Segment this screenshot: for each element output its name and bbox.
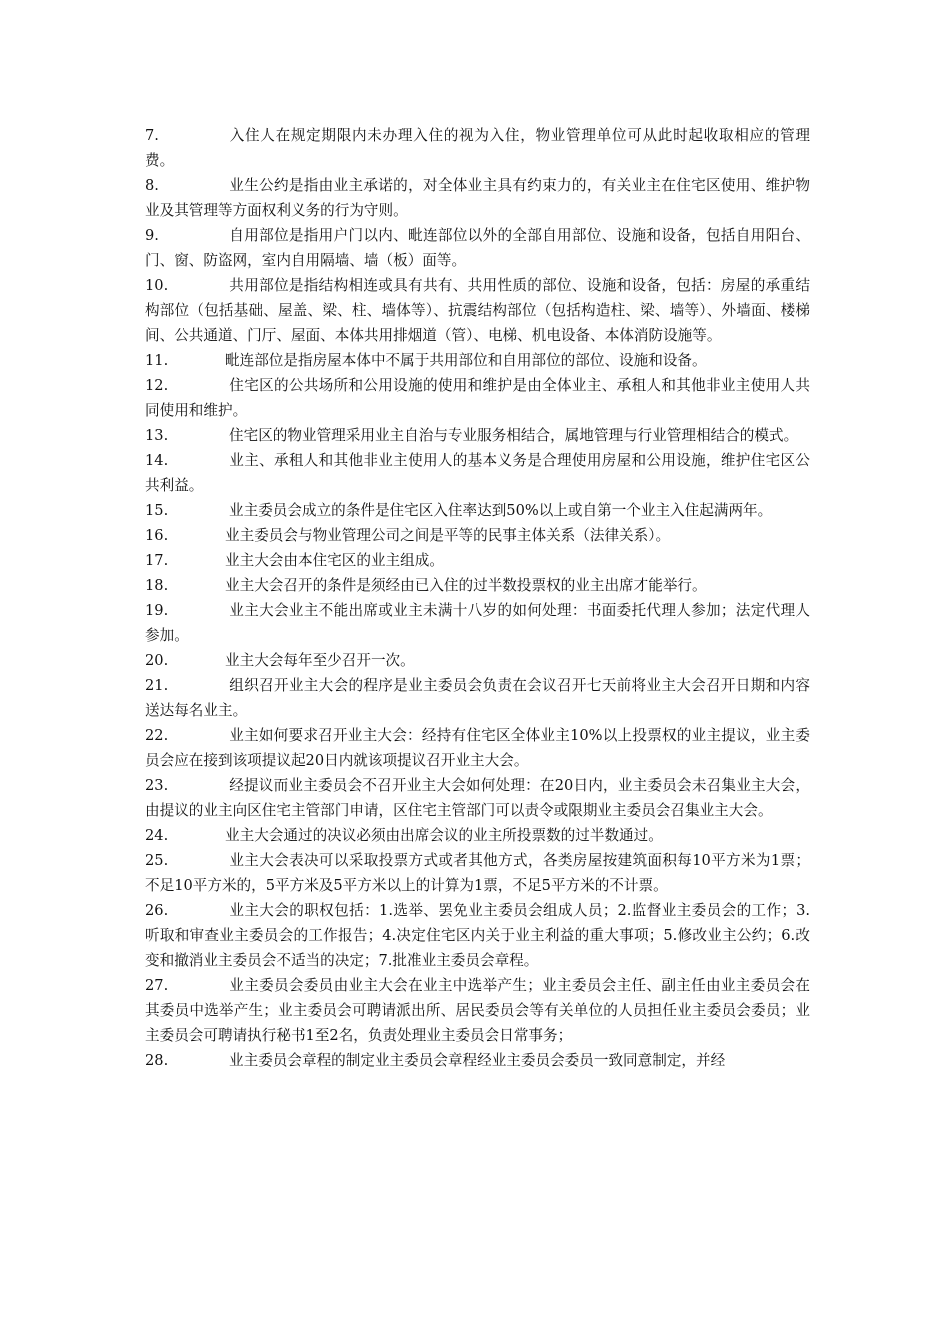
item-number: 27.	[145, 977, 169, 994]
list-item	[145, 973, 810, 1048]
item-text: 业主大会业主不能出席或业主未满十八岁的如何处理：书面委托代理人参加；法定代理人参加。	[145, 602, 810, 644]
item-number: 15.	[145, 502, 169, 519]
item-number: 11.	[145, 352, 169, 369]
item-text: 共用部位是指结构相连或具有共有、共用性质的部位、设施和设备，包括：房屋的承重结构部位（包括基础、屋盖、梁、柱、墙体等）、抗震结构部位（包括构造柱、梁、墙等）、外墙面、楼梯间、公共通道、门厅、屋面、本体共用排烟道（管）、电梯、机电设备、本体消防设施等。	[145, 277, 810, 344]
item-text: 经提议而业主委员会不召开业主大会如何处理：在20日内，业主委员会未召集业主大会，由提议的业主向区住宅主管部门申请，区住宅主管部门可以责令或限期业主委员会召集业主大会。	[145, 777, 810, 819]
item-number: 21.	[145, 677, 169, 694]
list-item	[145, 723, 810, 773]
list-item	[145, 598, 810, 648]
item-text: 业主大会由本住宅区的业主组成。	[225, 552, 444, 569]
list-item	[145, 273, 810, 348]
list-item	[145, 373, 810, 423]
item-text: 自用部位是指用户门以内、毗连部位以外的全部自用部位、设施和设备，包括自用阳台、门、窗、防盗网，室内自用隔墙、墙（板）面等。	[145, 227, 810, 269]
item-number: 20.	[145, 652, 169, 669]
item-text: 入住人在规定期限内未办理入住的视为入住，物业管理单位可从此时起收取相应的管理费。	[145, 127, 810, 169]
document-body	[145, 123, 810, 1073]
list-item	[145, 423, 810, 448]
list-item	[145, 773, 810, 823]
list-item	[145, 173, 810, 223]
item-number: 17.	[145, 552, 169, 569]
item-text: 业主大会表决可以采取投票方式或者其他方式，各类房屋按建筑面积每10平方米为1票；不足10平方米的，5平方米及5平方米以上的计算为1票，不足5平方米的不计票。	[145, 852, 810, 894]
item-number: 24.	[145, 827, 169, 844]
item-text: 组织召开业主大会的程序是业主委员会负责在会议召开七天前将业主大会召开日期和内容送达每名业主。	[145, 677, 810, 719]
item-text: 业主委员会章程的制定业主委员会章程经业主委员会委员一致同意制定，并经	[229, 1052, 726, 1069]
item-text: 业主如何要求召开业主大会：经持有住宅区全体业主10%以上投票权的业主提议，业主委员会应在接到该项提议起20日内就该项提议召开业主大会。	[145, 727, 810, 769]
item-number: 7.	[145, 127, 159, 144]
item-text: 业生公约是指由业主承诺的，对全体业主具有约束力的，有关业主在住宅区使用、维护物业及其管理等方面权利义务的行为守则。	[145, 177, 810, 219]
list-item	[145, 573, 810, 598]
list-item	[145, 523, 810, 548]
item-text: 业主大会的职权包括：1.选举、罢免业主委员会组成人员；2.监督业主委员会的工作；3.听取和审查业主委员会的工作报告；4.决定住宅区内关于业主利益的重大事项；5.修改业主公约；6.改变和撤消业主委员会不适当的决定；7.批准业主委员会章程。	[145, 902, 810, 969]
item-text: 业主委员会与物业管理公司之间是平等的民事主体关系（法律关系）。	[225, 527, 671, 544]
item-text: 住宅区的公共场所和公用设施的使用和维护是由全体业主、承租人和其他非业主使用人共同使用和维护。	[145, 377, 810, 419]
item-number: 25.	[145, 852, 169, 869]
item-number: 14.	[145, 452, 169, 469]
item-number: 12.	[145, 377, 169, 394]
list-item	[145, 673, 810, 723]
item-number: 18.	[145, 577, 169, 594]
item-text: 业主大会每年至少召开一次。	[225, 652, 415, 669]
list-item	[145, 1048, 810, 1073]
item-number: 8.	[145, 177, 159, 194]
list-item	[145, 448, 810, 498]
list-item	[145, 498, 810, 523]
list-item	[145, 848, 810, 898]
list-item	[145, 548, 810, 573]
item-text: 业主大会通过的决议必须由出席会议的业主所投票数的过半数通过。	[225, 827, 663, 844]
list-item	[145, 648, 810, 673]
list-item	[145, 823, 810, 848]
item-number: 13.	[145, 427, 169, 444]
list-item	[145, 123, 810, 173]
list-item	[145, 348, 810, 373]
list-item	[145, 223, 810, 273]
item-number: 16.	[145, 527, 169, 544]
item-text: 业主委员会成立的条件是住宅区入住率达到50%以上或自第一个业主入住起满两年。	[229, 502, 773, 519]
item-number: 19.	[145, 602, 169, 619]
item-text: 业主、承租人和其他非业主使用人的基本义务是合理使用房屋和公用设施，维护住宅区公共利益。	[145, 452, 810, 494]
item-text: 业主委员会委员由业主大会在业主中选举产生；业主委员会主任、副主任由业主委员会在其委员中选举产生；业主委员会可聘请派出所、居民委员会等有关单位的人员担任业主委员会委员；业主委员会可聘请执行秘书1至2名，负责处理业主委员会日常事务；	[145, 977, 810, 1044]
item-number: 10.	[145, 277, 169, 294]
item-text: 毗连部位是指房屋本体中不属于共用部位和自用部位的部位、设施和设备。	[225, 352, 707, 369]
item-number: 22.	[145, 727, 169, 744]
list-item	[145, 898, 810, 973]
item-number: 23.	[145, 777, 169, 794]
item-number: 28.	[145, 1052, 169, 1069]
item-text: 业主大会召开的条件是须经由已入住的过半数投票权的业主出席才能举行。	[225, 577, 707, 594]
item-number: 26.	[145, 902, 169, 919]
item-text: 住宅区的物业管理采用业主自治与专业服务相结合，属地管理与行业管理相结合的模式。	[229, 427, 799, 444]
item-number: 9.	[145, 227, 159, 244]
